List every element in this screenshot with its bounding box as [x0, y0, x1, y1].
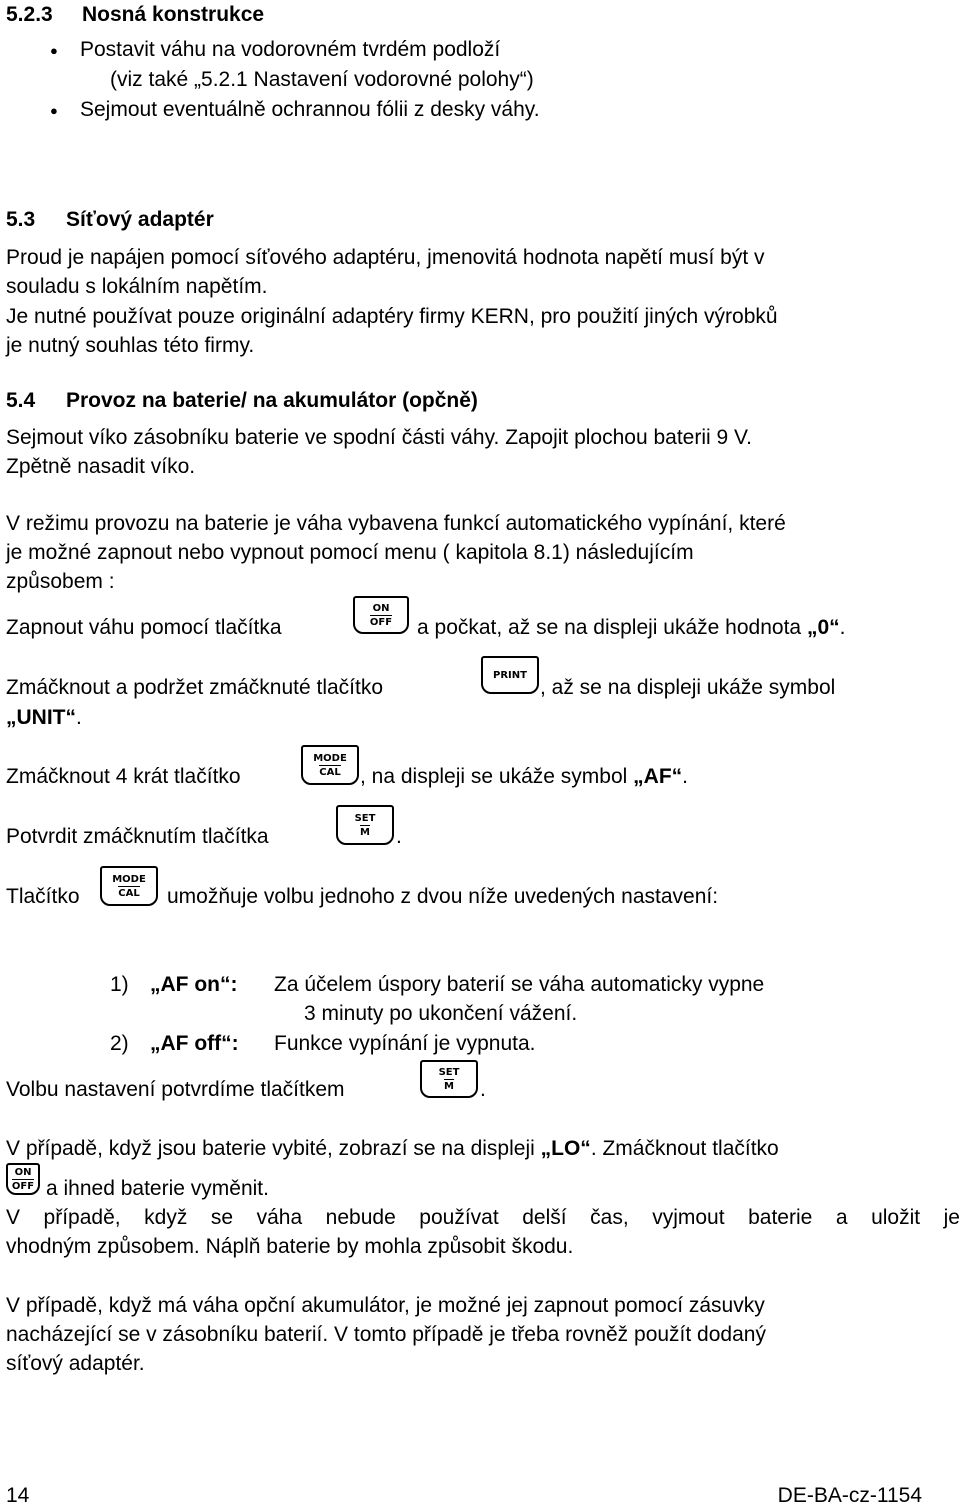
confirm-text: Volbu nastavení potvrdíme tlačítkem [6, 1078, 345, 1101]
option-text: 3 minuty po ukončení vážení. [304, 1002, 578, 1025]
key-label-off: OFF [369, 616, 393, 628]
paragraph-line: Proud je napájen pomocí síťového adaptéru, jmenovitá hodnota napětí musí být v [6, 246, 765, 269]
step-text: Potvrdit zmáčknutím tlačítka [6, 825, 269, 848]
step-text: , až se na displeji ukáže symbol [540, 676, 836, 699]
display-value: „UNIT“ [6, 706, 76, 729]
key-label-print: PRINT [493, 669, 527, 681]
section-title: Nosná konstrukce [82, 3, 265, 26]
step-text-part: , na displeji se ukáže symbol [360, 765, 628, 788]
bullet-item: ● Sejmout eventuálně ochrannou fólii z desky váhy. [80, 95, 540, 124]
option-number: 2) [110, 1032, 129, 1055]
key-label-on: ON [372, 602, 390, 614]
section-number: 5.4 [6, 389, 36, 412]
option-label-text: „AF on“: [150, 973, 238, 996]
option-label [150, 970, 237, 999]
option-number: 1) [110, 973, 129, 996]
step-end: . [76, 706, 82, 729]
option-label-text: „AF off“: [150, 1032, 239, 1055]
key-label-m: M [360, 826, 370, 838]
key-label-cal: CAL [319, 766, 341, 778]
paragraph-line: a ihned baterie vyměnit. [46, 1177, 269, 1200]
paragraph-line: souladu s lokálním napětím. [6, 275, 268, 298]
paragraph-line: V případě, když se váha nebude používat delší čas, vyjmout baterie a uložit je [6, 1206, 960, 1229]
paragraph-line: V režimu provozu na baterie je váha vybavena funkcí automatického vypínání, které [6, 512, 786, 535]
step-text: Zapnout váhu pomocí tlačítka [6, 616, 282, 639]
bullet-item: ● Postavit váhu na vodorovném tvrdém podloží [80, 35, 500, 64]
key-label-on: ON [14, 1166, 32, 1178]
option-text: Funkce vypínání je vypnuta. [274, 1032, 536, 1055]
section-number: 5.3 [6, 208, 36, 231]
paragraph-line: způsobem : [6, 570, 115, 593]
paragraph-line: vhodným způsobem. Náplň baterie by mohla způsobit škodu. [6, 1235, 574, 1258]
key-label-cal: CAL [118, 887, 140, 899]
key-label-off: OFF [11, 1180, 35, 1192]
key-label-set: SET [354, 812, 376, 824]
paragraph-line: nacházející se v zásobníku baterií. V tomto případě je třeba rovněž použít dodaný [6, 1323, 766, 1346]
key-label-mode: MODE [313, 752, 347, 764]
section-heading-5-2-3 [6, 0, 264, 29]
display-value: „AF“ [633, 765, 683, 788]
on-off-key-icon [353, 596, 409, 634]
set-m-key-icon [336, 805, 394, 845]
step-text: umožňuje volbu jednoho z dvou níže uvedených nastavení: [167, 885, 719, 908]
page-number: 14 [6, 1484, 30, 1507]
display-value-line [6, 703, 82, 732]
paragraph-line: Je nutné používat pouze originální adaptéry firmy KERN, pro použití jiných výrobků [6, 305, 778, 328]
step-text [360, 762, 688, 791]
step-text: Zmáčknout a podržet zmáčknuté tlačítko [6, 676, 384, 699]
section-title: Síťový adaptér [66, 208, 214, 231]
display-value: „LO“ [540, 1137, 591, 1160]
option-label [150, 1029, 239, 1058]
section-number: 5.2.3 [6, 3, 53, 26]
paragraph-line: Zpětně nasadit víko. [6, 455, 196, 478]
document-code: DE-BA-cz-1154 [777, 1484, 922, 1507]
section-heading-5-4 [6, 386, 478, 415]
key-label-set: SET [438, 1066, 460, 1078]
step-text: Zmáčknout 4 krát tlačítko [6, 765, 241, 788]
key-label-mode: MODE [112, 873, 146, 885]
mode-cal-key-icon [301, 745, 359, 785]
lo-text: . Zmáčknout tlačítko [590, 1137, 779, 1160]
on-off-key-icon [6, 1163, 40, 1195]
paragraph-line: síťový adaptér. [6, 1352, 145, 1375]
bullet-continuation: (viz také „5.2.1 Nastavení vodorovné polohy“) [110, 68, 534, 91]
step-text [417, 613, 845, 642]
paragraph-line: Sejmout víko zásobníku baterie ve spodní části váhy. Zapojit plochou baterii 9 V. [6, 426, 752, 449]
section-heading-5-3 [6, 205, 214, 234]
paragraph-line: je možné zapnout nebo vypnout pomocí menu ( kapitola 8.1) následujícím [6, 541, 694, 564]
paragraph-line: V případě, když má váha opční akumulátor, je možné jej zapnout pomocí zásuvky [6, 1294, 765, 1317]
step-end: . [839, 616, 846, 639]
key-label-m: M [444, 1080, 454, 1092]
step-end: . [396, 825, 402, 848]
option-text: Za účelem úspory baterií se váha automaticky vypne [274, 973, 765, 996]
section-title: Provoz na baterie/ na akumulátor (opčně) [66, 389, 478, 412]
lo-text: V případě, když jsou baterie vybité, zobrazí se na displeji [6, 1137, 535, 1160]
step-end: . [682, 765, 688, 788]
set-m-key-icon [420, 1060, 478, 1098]
step-text: Tlačítko [6, 885, 80, 908]
display-value: „0“ [806, 616, 840, 639]
paragraph-line [6, 1134, 779, 1163]
paragraph-line: je nutný souhlas této firmy. [6, 334, 255, 357]
mode-cal-key-icon [100, 866, 158, 906]
confirm-end: . [480, 1078, 486, 1101]
step-text-part: a počkat, až se na displeji ukáže hodnota [417, 616, 802, 639]
print-key-icon [481, 656, 539, 694]
